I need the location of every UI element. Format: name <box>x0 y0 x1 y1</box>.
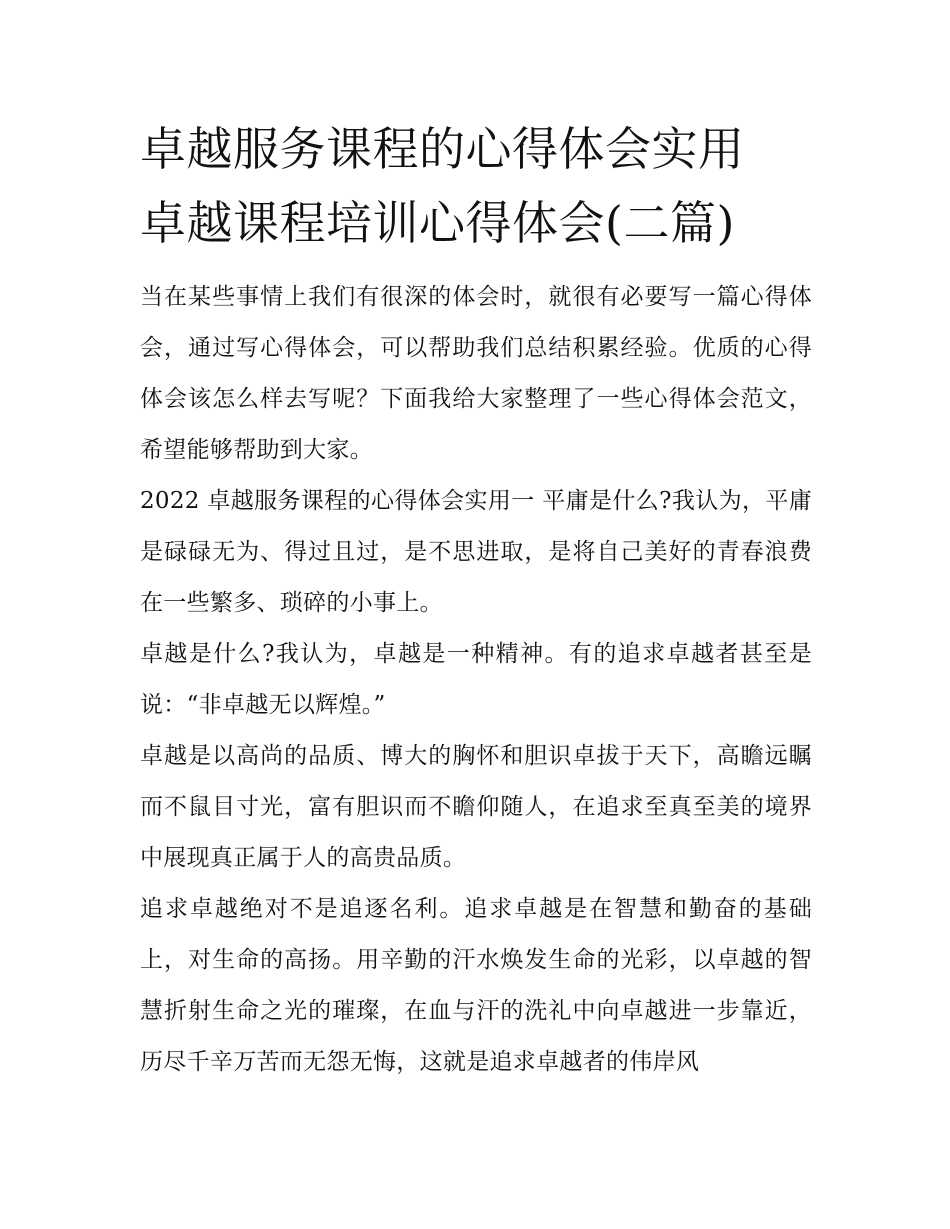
paragraph-pursuit: 追求卓越绝对不是追逐名利。追求卓越是在智慧和勤奋的基础上，对生命的高扬。用辛勤的汗水焕发生命的光彩，以卓越的智慧折射生命之光的璀璨，在血与汗的洗礼中向卓越进一步靠近，历尽千辛万苦而无怨无悔，这就是追求卓越者的伟岸风 <box>140 896 812 1075</box>
title-line-2: 卓越课程培训心得体会(二篇) <box>140 196 735 250</box>
title-line-1: 卓越服务课程的心得体会实用 <box>140 122 745 176</box>
paragraph-intro: 当在某些事情上我们有很深的体会时，就很有必要写一篇心得体会，通过写心得体会，可以帮助我们总结积累经验。优质的心得体会该怎么样去写呢？下面我给大家整理了一些心得体会范文，希望能够帮助到大家。 <box>140 284 812 463</box>
document-body <box>140 112 812 1088</box>
paragraph-excellence-definition: 卓越是什么?我认为，卓越是一种精神。有的追求卓越者甚至是说：“非卓越无以辉煌。” <box>140 641 812 718</box>
paragraph-excellence-quality: 卓越是以高尚的品质、博大的胸怀和胆识卓拔于天下，高瞻远瞩而不鼠目寸光，富有胆识而不瞻仰随人，在追求至真至美的境界中展现真正属于人的高贵品质。 <box>140 743 812 871</box>
paragraph-mediocrity: 2022 卓越服务课程的心得体会实用一 平庸是什么?我认为，平庸是碌碌无为、得过且过，是不思进取，是将自己美好的青春浪费在一些繁多、琐碎的小事上。 <box>140 488 812 616</box>
document-title <box>140 112 812 260</box>
